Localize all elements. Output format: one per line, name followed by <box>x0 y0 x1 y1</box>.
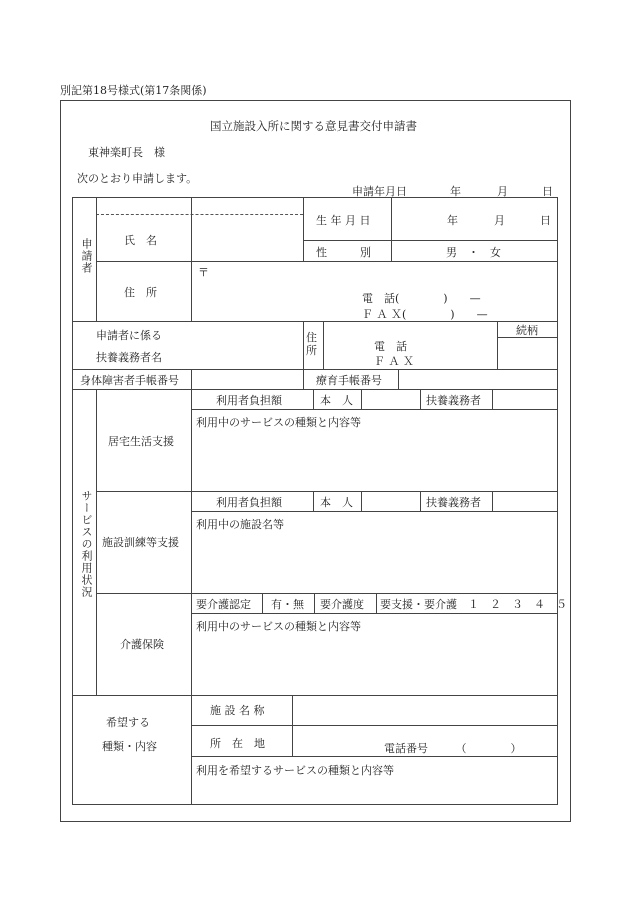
col-line <box>96 197 97 321</box>
desired-label-2: 種類・内容 <box>102 740 157 753</box>
row-line <box>72 695 558 696</box>
col-line <box>420 491 421 511</box>
supporter-phone: 電 話 <box>374 340 407 353</box>
col-line <box>303 321 304 389</box>
care-insurance-label: 介護保険 <box>120 638 164 651</box>
rehab-handbook-label: 療育手帳番号 <box>316 374 382 387</box>
facility-name-label: 施 設 名 称 <box>210 704 265 717</box>
addressee: 東神楽町長 様 <box>88 146 165 159</box>
col-line <box>420 389 421 409</box>
form-number: 別記第18号様式(第17条関係) <box>60 84 207 97</box>
disability-handbook-label: 身体障害者手帳番号 <box>80 374 179 387</box>
application-date-label: 申請年月日 <box>352 185 407 198</box>
col-line <box>313 389 314 409</box>
col-line <box>361 389 362 409</box>
birth-day: 日 <box>540 214 551 227</box>
sex-options[interactable]: 男 ・ 女 <box>446 246 501 259</box>
location-label: 所 在 地 <box>210 737 265 750</box>
facility-supporter-label: 扶養義務者 <box>426 496 481 509</box>
facility-content-label: 利用中の施設名等 <box>196 518 284 531</box>
col-line <box>191 389 192 805</box>
care-cert-label: 要介護認定 <box>196 598 251 611</box>
col-line <box>492 389 493 409</box>
row-line <box>96 261 558 262</box>
sex-label: 性 別 <box>316 246 371 259</box>
row-line <box>191 613 558 614</box>
home-burden-label: 利用者負担額 <box>216 394 282 407</box>
date-day: 日 <box>542 185 553 198</box>
row-line <box>191 725 558 726</box>
birth-month: 月 <box>494 214 505 227</box>
col-line <box>391 197 392 261</box>
furigana-line <box>96 214 303 215</box>
col-line <box>323 321 324 369</box>
row-line <box>96 593 558 594</box>
applicant-phone: 電 話( ) — <box>362 292 481 305</box>
row-line <box>191 756 558 757</box>
row-line <box>96 491 558 492</box>
row-line <box>303 240 558 241</box>
name-label: 氏 名 <box>124 234 157 247</box>
col-line <box>376 593 377 613</box>
col-line <box>492 491 493 511</box>
applicant-fax: Ｆ Ａ Ｘ( ) — <box>362 308 488 321</box>
col-line <box>292 695 293 756</box>
col-line <box>96 389 97 695</box>
row-line <box>72 389 558 390</box>
supporter-fax: Ｆ Ａ Ｘ <box>374 355 414 368</box>
home-support-label: 居宅生活支援 <box>108 435 174 448</box>
facility-self-label: 本 人 <box>320 496 353 509</box>
col-line <box>191 197 192 321</box>
facility-burden-label: 利用者負担額 <box>216 496 282 509</box>
care-content-label: 利用中のサービスの種類と内容等 <box>196 620 361 633</box>
date-year: 年 <box>450 185 461 198</box>
col-line <box>361 491 362 511</box>
facility-support-label: 施設訓練等支援 <box>102 536 179 549</box>
col-line <box>398 369 399 389</box>
postal-mark: 〒 <box>198 266 209 279</box>
col-line <box>313 491 314 511</box>
services-section-label: サービスの利用状況 <box>80 490 93 598</box>
date-month: 月 <box>497 185 508 198</box>
supporter-label-2: 扶養義務者名 <box>96 351 162 364</box>
care-cert-options[interactable]: 有・無 <box>271 598 304 611</box>
home-self-label: 本 人 <box>320 394 353 407</box>
col-line <box>191 369 192 389</box>
row-line <box>191 511 558 512</box>
row-line <box>72 369 558 370</box>
home-content-label: 利用中のサービスの種類と内容等 <box>196 416 361 429</box>
applicant-section-label: 申請者 <box>80 238 93 274</box>
form-title: 国立施設入所に関する意見書交付申請書 <box>210 119 417 133</box>
col-line <box>314 593 315 613</box>
col-line <box>497 321 498 369</box>
care-level-label: 要介護度 <box>320 598 364 611</box>
col-line <box>303 197 304 261</box>
supporter-address-label: 住所 <box>306 331 317 357</box>
relation-label: 続柄 <box>516 324 538 337</box>
home-supporter-label: 扶養義務者 <box>426 394 481 407</box>
col-line <box>262 593 263 613</box>
desired-label-1: 希望する <box>106 716 150 729</box>
address-label: 住 所 <box>124 286 157 299</box>
intro-text: 次のとおり申請します。 <box>77 172 198 185</box>
birth-year: 年 <box>447 214 458 227</box>
care-level-options[interactable]: 要支援・要介護 １ ２ ３ ４ ５ <box>380 598 567 611</box>
desired-phone-label: 電話番号 （ ） <box>384 742 522 755</box>
supporter-label-1: 申請者に係る <box>96 329 162 342</box>
birth-date-label: 生 年 月 日 <box>316 214 371 227</box>
desired-service-label: 利用を希望するサービスの種類と内容等 <box>196 764 394 777</box>
row-line <box>191 409 558 410</box>
